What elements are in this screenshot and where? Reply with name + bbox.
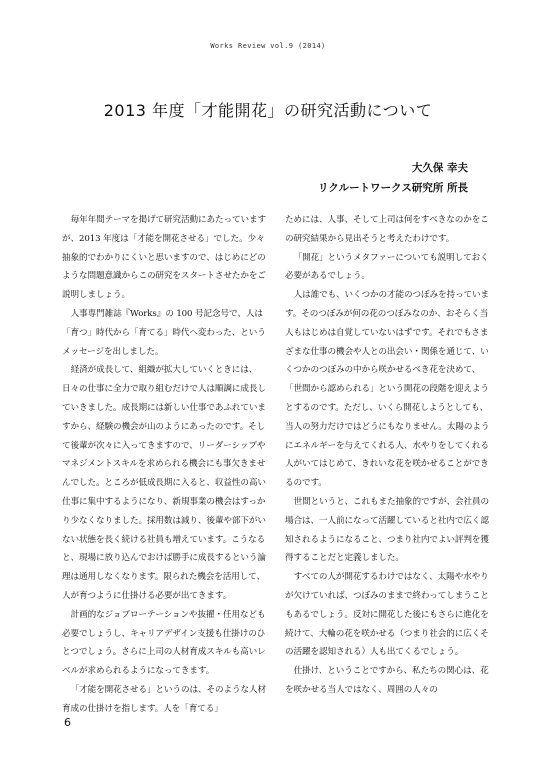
- running-header: Works Review vol.9 (2014): [210, 42, 326, 50]
- paragraph: 世間というと、これもまた抽象的ですが、会社員の場合は、一人前になって活躍していると社内で広く認知されるようになること、つまり社内でよい評判を獲得することだと定義しました。: [285, 496, 489, 564]
- author-affiliation: リクルートワークス研究所 所長: [317, 182, 468, 194]
- body-column-left: [62, 211, 267, 719]
- body-column-right: [285, 211, 490, 700]
- paragraph: 「才能を開花させる」というのは、そのような人材育成の仕掛けを指します。人を「育てる」: [62, 684, 266, 714]
- paragraph: ためには、人事、そして上司は何をすべきなのかをこの研究結果から見出そうと考えたわけです。: [285, 215, 489, 244]
- paragraph: 計画的なジョブローテーションや抜擢・任用なども必要でしょうし、キャリアデザイン支援も仕掛けのひとつでしょう。さらに上司の人材育成スキルも高いレベルが求められるようになってきます。: [62, 609, 266, 677]
- paragraph: 人事専門雑誌『Works』の 100 号記念号で、人は「育つ」時代から「育てる」時代へ変わった、というメッセージを出しました。: [62, 308, 266, 357]
- page-number: 6: [64, 716, 71, 729]
- paragraph: 毎年年間テーマを掲げて研究活動にあたっていますが、2013 年度は「才能を開花させる」でした。少々抽象的でわかりにくいと思いますので、はじめにどのような問題意識からこの研究をスタートさせたかをご説明しましょう。: [62, 215, 266, 301]
- paragraph: 人は誰でも、いくつかの才能のつぼみを持っています。そのつぼみが何の花のつぼみなのか、おそらく当人もはじめは自覚していないはずです。それでもさまざまな仕事の機会や人との出会い・関係を通じて、いくつかのつぼみの中から咲かせるべき花を決めて、「世間から認められる」という開花の段階を迎えようとするのです。ただし、いくら開花しようとしても、当人の努力だけではどうにもなりません。太陽のようにエネルギーを与えてくれる人、水やりをしてくれる人がいてはじめて、きれいな花を咲かせることができるのです。: [285, 290, 490, 489]
- paragraph: 「開花」というメタファーについても説明しておく必要があるでしょう。: [285, 252, 489, 282]
- paragraph: 仕掛け、ということですから、私たちの関心は、花を咲かせる当人ではなく、周囲の人々の: [285, 666, 489, 695]
- paragraph: すべての人が開花するわけではなく、太陽や水やりが欠けていれば、つぼみのままで終わってしまうこともあるでしょう。反対に開花した後にもさらに進化を続けて、大輪の花を咲かせる（つまり社会的に広くその活躍を認知される）人も出てくるでしょう。: [285, 572, 489, 658]
- author-name: 大久保 幸夫: [411, 162, 468, 174]
- article-title: 2013 年度「才能開花」の研究活動について: [103, 101, 433, 120]
- paragraph: 経済が成長して、組織が拡大していくときには、日々の仕事に全力で取り組むだけで人は順調に成長していきました。成長期には新しい仕事であふれていますから、経験の機会が山のようにあったのです。そして後輩が次々に入ってきますので、リーダーシップやマネジメントスキルを求められる機会にも事欠きませんでした。ところが低成長期に入ると、収益性の高い仕事に集中するようになり、新規事業の機会はすっかり少なくなりました。採用数は減り、後輩や部下がいない状態を長く続ける社員も増えています。こうなると、現場に放り込んでおけば勝手に成長するという論理は通用しなくなります。限られた機会を活用して、人が育つように仕掛ける必要が出てきます。: [62, 365, 266, 601]
